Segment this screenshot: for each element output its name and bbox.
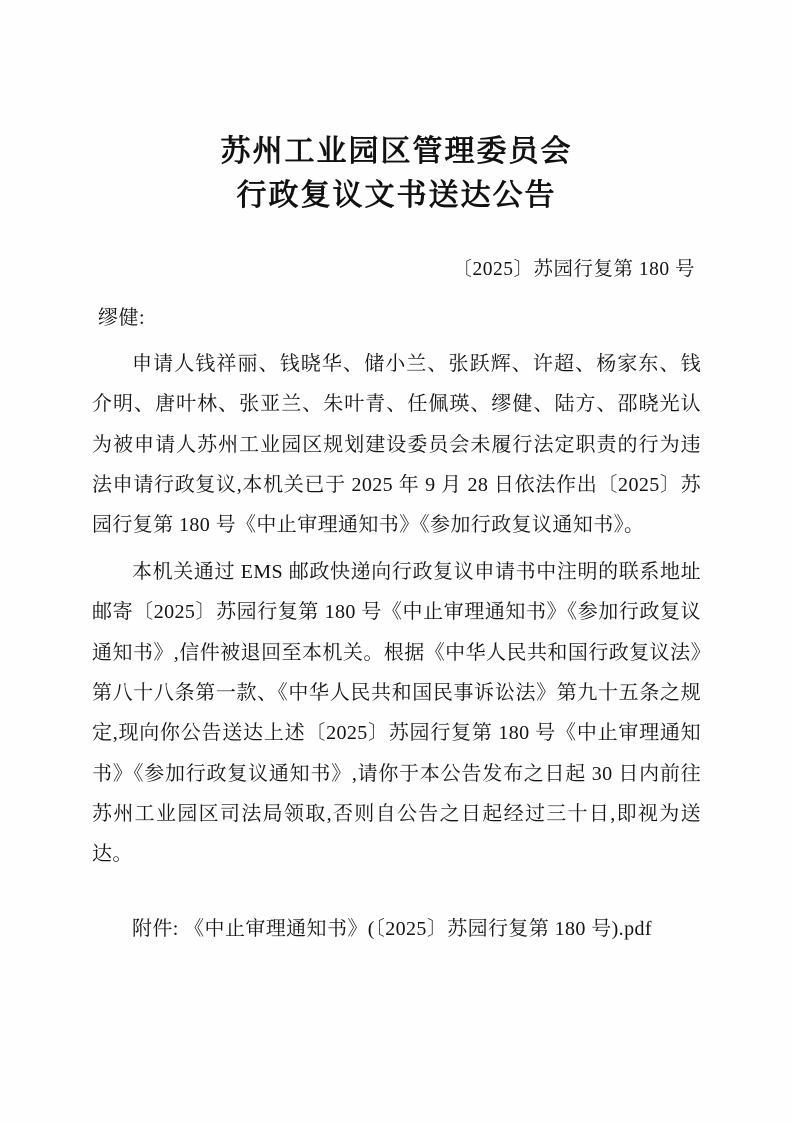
document-number: 〔2025〕苏园行复第 180 号 — [452, 258, 695, 280]
document-title — [92, 130, 701, 219]
recipient-name: 缪健: — [98, 306, 146, 329]
attachment-line: 附件: 《中止审理通知书》(〔2025〕苏园行复第 180 号).pdf — [132, 917, 652, 940]
title-line-organization: 苏州工业园区管理委员会 — [220, 135, 573, 168]
body-paragraph-1: 申请人钱祥丽、钱晓华、储小兰、张跃辉、许超、杨家东、钱介明、唐叶林、张亚兰、朱叶青、任佩瑛、缪健、陆方、邵晓光认为被申请人苏州工业园区规划建设委员会未履行法定职责的行为违法申请行政复议,本机关已于 2025 年 9 月 28 日依法作出〔2025〕苏园行复第 180 号《中止审理通知书》《参加行政复议通知书》。 — [92, 352, 701, 537]
body-paragraph-2: 本机关通过 EMS 邮政快递向行政复议申请书中注明的联系地址邮寄〔2025〕苏园行复第 180 号《中止审理通知书》《参加行政复议通知书》,信件被退回至本机关。根据《中华人民共和国行政复议法》第八十八条第一款、《中华人民共和国民事诉讼法》第九十五条之规定,现向你公告送达上述〔2025〕苏园行复第 180 号《中止审理通知书》《参加行政复议通知书》,请你于本公告发布之日起 30 日内前往苏州工业园区司法局领取,否则自公告之日起经过三十日,即视为送达。 — [92, 560, 701, 866]
title-line-subject: 行政复议文书送达公告 — [236, 179, 557, 213]
